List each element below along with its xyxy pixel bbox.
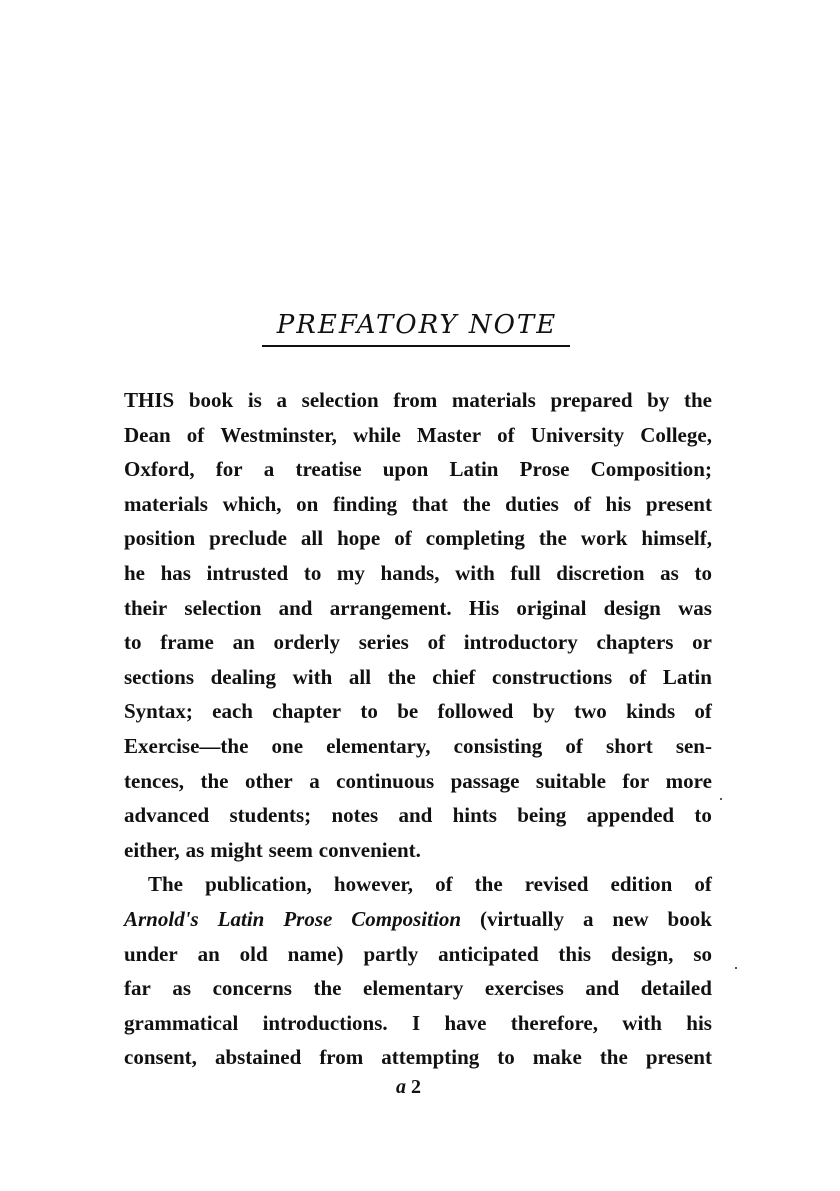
- word: exercises: [484, 976, 564, 1001]
- word: more: [665, 768, 712, 793]
- word: on: [296, 491, 319, 516]
- word: for: [215, 457, 243, 482]
- text-line: [124, 487, 712, 522]
- word: upon: [382, 457, 429, 482]
- word: University: [530, 422, 625, 447]
- word: detailed: [640, 976, 712, 1001]
- text-line: [124, 452, 712, 487]
- word: to: [303, 560, 322, 585]
- word: of: [694, 872, 712, 897]
- word: with: [455, 560, 495, 585]
- word: dealing: [210, 664, 276, 689]
- word: the: [538, 526, 567, 551]
- word: two: [574, 699, 607, 724]
- word: book: [188, 388, 234, 412]
- print-speck: [735, 967, 737, 969]
- word: as: [660, 560, 679, 585]
- word: (virtually: [479, 906, 564, 931]
- text-line: [124, 902, 712, 937]
- text-line: [124, 521, 712, 556]
- word: elementary,: [326, 733, 431, 758]
- word: has: [160, 560, 191, 585]
- word: of: [628, 664, 647, 689]
- word: name): [287, 941, 344, 966]
- word: of: [186, 422, 205, 447]
- word: his: [605, 491, 632, 516]
- word: or: [692, 630, 712, 655]
- word: the: [387, 664, 416, 689]
- word: present: [645, 491, 712, 516]
- word: being: [517, 803, 567, 828]
- word: far: [124, 976, 151, 1001]
- word: to: [694, 803, 712, 828]
- word: Exercise—the: [124, 733, 249, 758]
- title-underline: [262, 345, 570, 347]
- word: one: [271, 733, 304, 758]
- word: new: [612, 906, 649, 931]
- word: himself,: [641, 526, 712, 551]
- word: sen-: [675, 733, 712, 758]
- word: is: [247, 388, 262, 412]
- word: to: [124, 630, 142, 655]
- word: a: [276, 388, 287, 412]
- word: consisting: [453, 733, 543, 758]
- word: by: [532, 699, 555, 724]
- text-line: [124, 937, 712, 972]
- word: Prose: [283, 906, 333, 931]
- word: I: [411, 1010, 421, 1035]
- word: with: [292, 664, 333, 689]
- word: abstained: [214, 1045, 302, 1070]
- word: introductions.: [262, 1010, 388, 1035]
- word: to: [360, 699, 378, 724]
- text-line: [124, 556, 712, 591]
- word: materials: [124, 491, 208, 516]
- text-line: [124, 764, 712, 799]
- word: present: [645, 1045, 712, 1070]
- word: treatise: [295, 457, 362, 482]
- word: materials: [451, 388, 536, 412]
- word: his: [686, 1010, 712, 1035]
- word: of: [435, 872, 453, 897]
- word: either,: [124, 837, 180, 862]
- word: consent,: [124, 1045, 197, 1070]
- word: introductory: [463, 630, 578, 655]
- text-line: [124, 798, 712, 833]
- text-line: [124, 971, 712, 1006]
- word: to: [497, 1045, 515, 1070]
- word: might: [210, 837, 263, 862]
- word: other: [244, 768, 293, 793]
- paragraph-2: [124, 867, 712, 1075]
- word: the: [200, 768, 229, 793]
- word: the: [599, 1045, 628, 1070]
- word: and: [278, 595, 313, 620]
- word: the: [313, 976, 342, 1001]
- prefatory-note-body: [124, 383, 712, 1075]
- word: design,: [610, 941, 674, 966]
- word: Prose: [519, 457, 570, 482]
- word: duties: [505, 491, 559, 516]
- word: from: [319, 1045, 364, 1070]
- text-line: [124, 867, 712, 902]
- word: selection: [301, 388, 379, 412]
- word: chapter: [272, 699, 342, 724]
- word: of: [573, 491, 591, 516]
- word: College,: [640, 422, 712, 447]
- word: His: [468, 595, 500, 620]
- word: revised: [524, 872, 589, 897]
- word: The: [148, 872, 184, 897]
- word: orderly: [273, 630, 340, 655]
- word: make: [532, 1045, 582, 1070]
- text-line: [124, 1006, 712, 1041]
- word: of: [427, 630, 446, 655]
- word: from: [393, 388, 438, 412]
- word: intrusted: [206, 560, 289, 585]
- word: elementary: [363, 976, 464, 1001]
- word: Latin: [662, 664, 712, 689]
- word: which,: [222, 491, 282, 516]
- word: anticipated: [438, 941, 539, 966]
- word: under: [124, 941, 178, 966]
- word: their: [124, 595, 168, 620]
- paragraph-1: [124, 383, 712, 867]
- word: tences,: [124, 768, 185, 793]
- word: while: [352, 422, 401, 447]
- word: for: [622, 768, 650, 793]
- word: Latin: [217, 906, 265, 931]
- word: convenient.: [318, 837, 421, 862]
- word: so: [693, 941, 712, 966]
- word: publication,: [205, 872, 312, 897]
- word: appended: [586, 803, 675, 828]
- word: this: [558, 941, 592, 966]
- word: each: [212, 699, 253, 724]
- page-title: PREFATORY NOTE: [276, 310, 558, 340]
- word: all: [300, 526, 324, 551]
- signature-number: 2: [411, 1076, 421, 1098]
- word: be: [397, 699, 419, 724]
- text-line: [124, 729, 712, 764]
- word: grammatical: [124, 1010, 239, 1035]
- word: Master: [416, 422, 482, 447]
- text-line: [124, 418, 712, 453]
- word: to: [694, 560, 712, 585]
- word: advanced: [124, 803, 210, 828]
- word: the: [462, 491, 491, 516]
- word: of: [497, 422, 515, 447]
- word: the: [474, 872, 503, 897]
- text-line: [124, 833, 712, 868]
- word: concerns: [212, 976, 292, 1001]
- word: preclude: [209, 526, 287, 551]
- word: attempting: [381, 1045, 480, 1070]
- word: hands,: [380, 560, 440, 585]
- word: the: [684, 388, 712, 412]
- word: frame: [160, 630, 214, 655]
- word: sections: [124, 664, 194, 689]
- word: short: [606, 733, 653, 758]
- word: and: [585, 976, 620, 1001]
- word: edition: [610, 872, 673, 897]
- word: an: [197, 941, 220, 966]
- text-line: [124, 591, 712, 626]
- word: THIS: [124, 388, 175, 412]
- word: old: [239, 941, 268, 966]
- word: Westminster,: [220, 422, 337, 447]
- word: Composition: [351, 906, 461, 931]
- word: by: [647, 388, 670, 412]
- signature-mark: [396, 1075, 421, 1099]
- text-line: [124, 383, 712, 418]
- word: Composition;: [590, 457, 712, 482]
- text-line: [124, 625, 712, 660]
- word: of: [694, 699, 712, 724]
- word: Dean: [124, 422, 171, 447]
- word: a: [309, 768, 320, 793]
- word: Arnold's: [124, 906, 199, 931]
- signature-letter: a: [396, 1076, 406, 1098]
- word: therefore,: [510, 1010, 598, 1035]
- word: selection: [184, 595, 262, 620]
- word: however,: [333, 872, 414, 897]
- word: position: [124, 526, 196, 551]
- word: completing: [425, 526, 525, 551]
- word: hope: [337, 526, 381, 551]
- word: Syntax;: [124, 699, 193, 724]
- word: an: [232, 630, 255, 655]
- text-line: [124, 660, 712, 695]
- word: arrangement.: [329, 595, 452, 620]
- word: seem: [268, 837, 313, 862]
- text-line: [124, 1040, 712, 1075]
- word: continuous: [336, 768, 435, 793]
- word: original: [516, 595, 587, 620]
- word: discretion: [556, 560, 645, 585]
- word: Latin: [449, 457, 499, 482]
- word: hints: [452, 803, 497, 828]
- word: that: [411, 491, 448, 516]
- word: and: [398, 803, 433, 828]
- word: full: [510, 560, 541, 585]
- word: as: [172, 976, 192, 1001]
- word: design: [603, 595, 661, 620]
- word: partly: [363, 941, 419, 966]
- word: all: [348, 664, 372, 689]
- word: Oxford,: [124, 457, 195, 482]
- word: a: [263, 457, 275, 482]
- text-line: [124, 694, 712, 729]
- word: students;: [229, 803, 312, 828]
- word: have: [444, 1010, 487, 1035]
- word: of: [565, 733, 583, 758]
- word: notes: [331, 803, 379, 828]
- word: suitable: [535, 768, 606, 793]
- word: chapters: [596, 630, 674, 655]
- word: a: [582, 906, 594, 931]
- word: work: [580, 526, 628, 551]
- word: series: [358, 630, 409, 655]
- word: finding: [332, 491, 398, 516]
- word: of: [394, 526, 412, 551]
- word: my: [336, 560, 365, 585]
- word: prepared: [550, 388, 633, 412]
- word: as: [185, 837, 205, 862]
- word: kinds: [626, 699, 676, 724]
- word: he: [124, 560, 145, 585]
- word: followed: [437, 699, 514, 724]
- word: constructions: [492, 664, 613, 689]
- word: chief: [432, 664, 476, 689]
- word: book: [667, 906, 712, 931]
- print-speck: [720, 798, 722, 800]
- word: passage: [450, 768, 520, 793]
- word: was: [678, 595, 712, 620]
- word: with: [622, 1010, 662, 1035]
